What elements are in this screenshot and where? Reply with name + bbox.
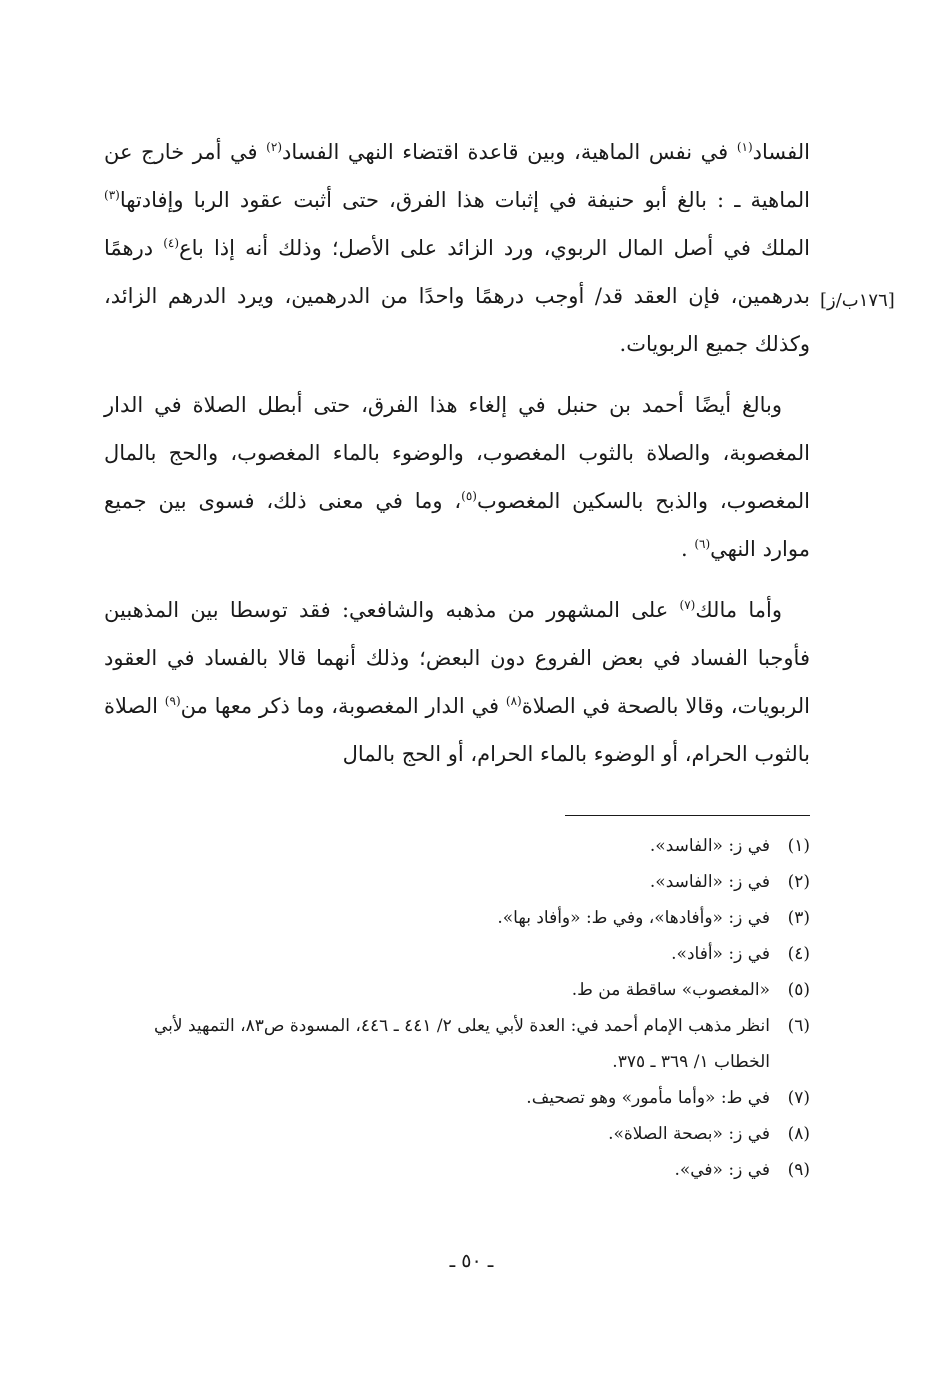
footnote-marker: (٩): [164, 694, 181, 708]
footnote-item: [104, 900, 810, 936]
footnote-text: انظر مذهب الإمام أحمد في: العدة لأبي يعلى ٢/ ٤٤١ ـ ٤٤٦، المسودة ص٨٣، التمهيد لأبي الخطاب ١/ ٣٦٩ ـ ٣٧٥.: [153, 1016, 770, 1072]
footnote-item: [104, 972, 810, 1008]
footnote-number: (٢): [787, 872, 810, 892]
footnote-item: [104, 1008, 810, 1080]
text-run: في نفس الماهية، وبين قاعدة اقتضاء النهي الفساد: [282, 140, 737, 164]
text-run: في الدار المغصوبة، وما ذكر معها من: [180, 694, 506, 718]
footnote-number: (٨): [787, 1124, 810, 1144]
text-run: وأما مالك: [695, 598, 782, 622]
paragraph: [104, 381, 810, 573]
footnote-text: «المغصوب» ساقطة من ط.: [571, 980, 770, 1000]
footnote-number: (٥): [787, 980, 810, 1000]
footnote-marker: (٧): [679, 598, 696, 612]
footnote-number: (١): [787, 836, 810, 856]
footnote-item: [104, 828, 810, 864]
text-run: درهمًا بدرهمين، فإن العقد قد/ أوجب درهمًا واحدًا من الدرهمين، ويرد الدرهم الزائد، وكذلك جميع الربويات.: [104, 236, 810, 356]
footnote-item: [104, 864, 810, 900]
text-run: الصلاة بالثوب الحرام، أو الوضوء بالماء الحرام، أو الحج بالمال: [104, 694, 810, 766]
footnotes-list: [104, 828, 810, 1188]
footnote-text: في ز: «أفاد».: [671, 944, 770, 964]
text-run: وبالغ أيضًا أحمد بن حنبل في إلغاء هذا الفرق، حتى أبطل الصلاة في الدار المغصوبة، والصلاة بالثوب المغصوب، والوضوء بالماء المغصوب، والحج بالمال المغصوب، والذبح بالسكين المغصوب: [104, 393, 810, 513]
footnote-item: [104, 1080, 810, 1116]
footnote-number: (٧): [787, 1088, 810, 1108]
text-run: على المشهور من مذهبه والشافعي: فقد توسطا بين المذهبين فأوجبا الفساد في بعض الفروع دون البعض؛ وذلك أنهما قالا بالفساد في العقود الربويات، وقالا بالصحة في الصلاة: [104, 598, 811, 718]
footnote-text: في ز: «وأفادها»، وفي ط: «وأفاد بها».: [497, 908, 770, 928]
footnote-item: [104, 936, 810, 972]
margin-manuscript-reference: [١٧٦ب/ز]: [820, 290, 895, 311]
footnote-marker: (٣): [104, 188, 120, 202]
page-number: ـ ٥٠ ـ: [449, 1250, 494, 1272]
footnote-marker: (٢): [266, 140, 282, 154]
footnote-number: (٤): [787, 944, 810, 964]
text-run: في أمر خارج عن الماهية ـ : بالغ أبو حنيفة في إثبات هذا الفرق، حتى أثبت عقود الربا وإفادتها: [104, 140, 810, 212]
footnote-item: [104, 1116, 810, 1152]
main-text-body: [104, 128, 810, 791]
text-run: .: [680, 537, 695, 561]
footnote-marker: (٦): [694, 537, 711, 551]
text-run: الفساد: [752, 140, 810, 164]
footnote-separator: [565, 815, 810, 816]
footnote-item: [104, 1152, 810, 1188]
footnote-number: (٣): [787, 908, 810, 928]
footnote-marker: (١): [736, 140, 753, 154]
footnote-marker: (٥): [461, 489, 477, 503]
footnote-text: في ز: «الفاسد».: [649, 872, 770, 892]
paragraph: [104, 128, 810, 368]
footnote-marker: (٤): [163, 236, 180, 250]
footnote-text: في ط: «وأما مأمور» وهو تصحيف.: [526, 1088, 770, 1108]
footnote-marker: (٨): [505, 694, 522, 708]
text-run: ، وما في معنى ذلك، فسوى بين جميع موارد النهي: [104, 489, 810, 561]
footnote-number: (٦): [787, 1016, 810, 1036]
footnote-text: في ز: «الفاسد».: [649, 836, 770, 856]
text-run: الملك في أصل المال الربوي، ورد الزائد على الأصل؛ وذلك أنه إذا باع: [179, 236, 811, 260]
footnote-text: في ز: «بصحة الصلاة».: [608, 1124, 770, 1144]
paragraph: [104, 586, 810, 778]
footnote-number: (٩): [787, 1160, 810, 1180]
footnote-text: في ز: «في».: [674, 1160, 770, 1180]
